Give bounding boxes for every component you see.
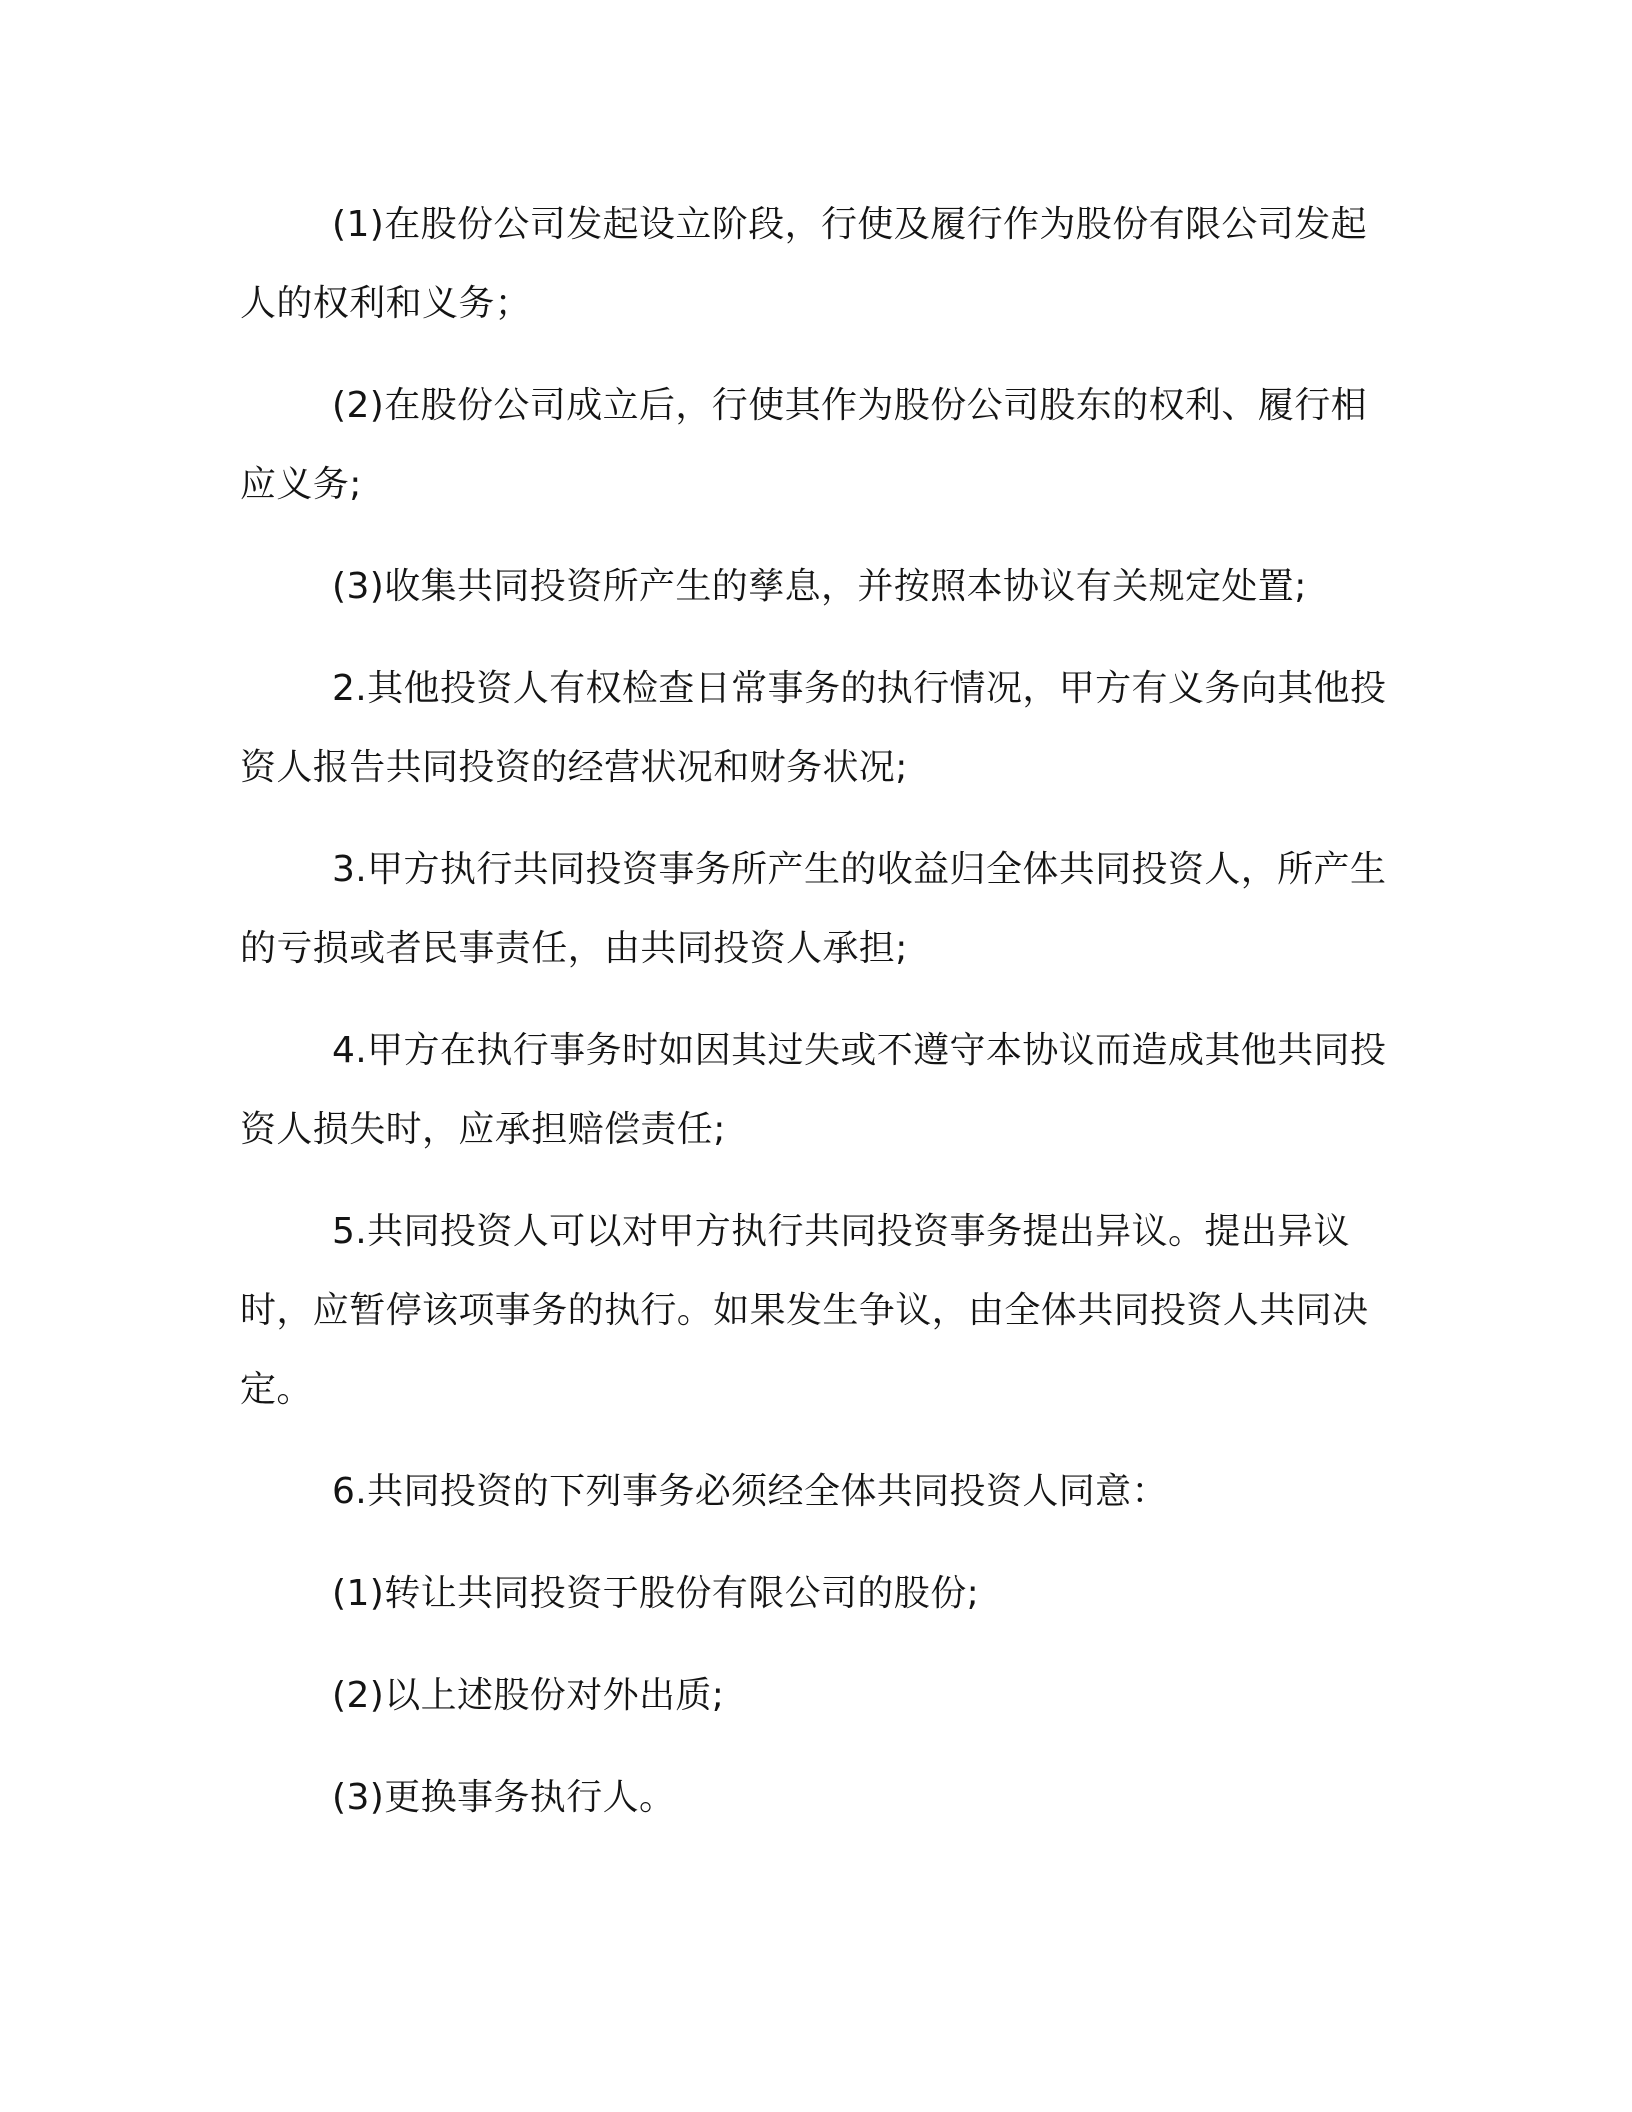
- paragraph-1-1-founder-rights: (1)在股份公司发起设立阶段，行使及履行作为股份有限公司发起人的权利和义务；: [240, 204, 1367, 324]
- paragraph-6-unanimous-consent: 6.共同投资的下列事务必须经全体共同投资人同意：: [332, 1471, 1168, 1512]
- paragraph-4-liability: 4.甲方在执行事务时如因其过失或不遵守本协议而造成其他共同投资人损失时，应承担赔偿责任;: [240, 1030, 1387, 1150]
- paragraph-1-2-shareholder-rights: (2)在股份公司成立后，行使其作为股份公司股东的权利、履行相应义务;: [240, 385, 1367, 505]
- paragraph-6-1-transfer-shares: (1)转让共同投资于股份有限公司的股份;: [332, 1573, 980, 1614]
- paragraph-5-objection: 5.共同投资人可以对甲方执行共同投资事务提出异议。提出异议时，应暂停该项事务的执行。如果发生争议，由全体共同投资人共同决定。: [240, 1211, 1369, 1410]
- paragraph-6-3-replace-executor: (3)更换事务执行人。: [332, 1777, 676, 1818]
- paragraph-1-3-collect-proceeds: (3)收集共同投资所产生的孳息，并按照本协议有关规定处置;: [332, 566, 1307, 607]
- document-body: [240, 185, 1390, 1860]
- paragraph-6-2-pledge-shares: (2)以上述股份对外出质;: [332, 1675, 725, 1716]
- paragraph-2-inspection-right: 2.其他投资人有权检查日常事务的执行情况，甲方有义务向其他投资人报告共同投资的经营状况和财务状况;: [240, 668, 1387, 788]
- paragraph-3-profit-and-loss: 3.甲方执行共同投资事务所产生的收益归全体共同投资人，所产生的亏损或者民事责任，由共同投资人承担;: [240, 849, 1387, 969]
